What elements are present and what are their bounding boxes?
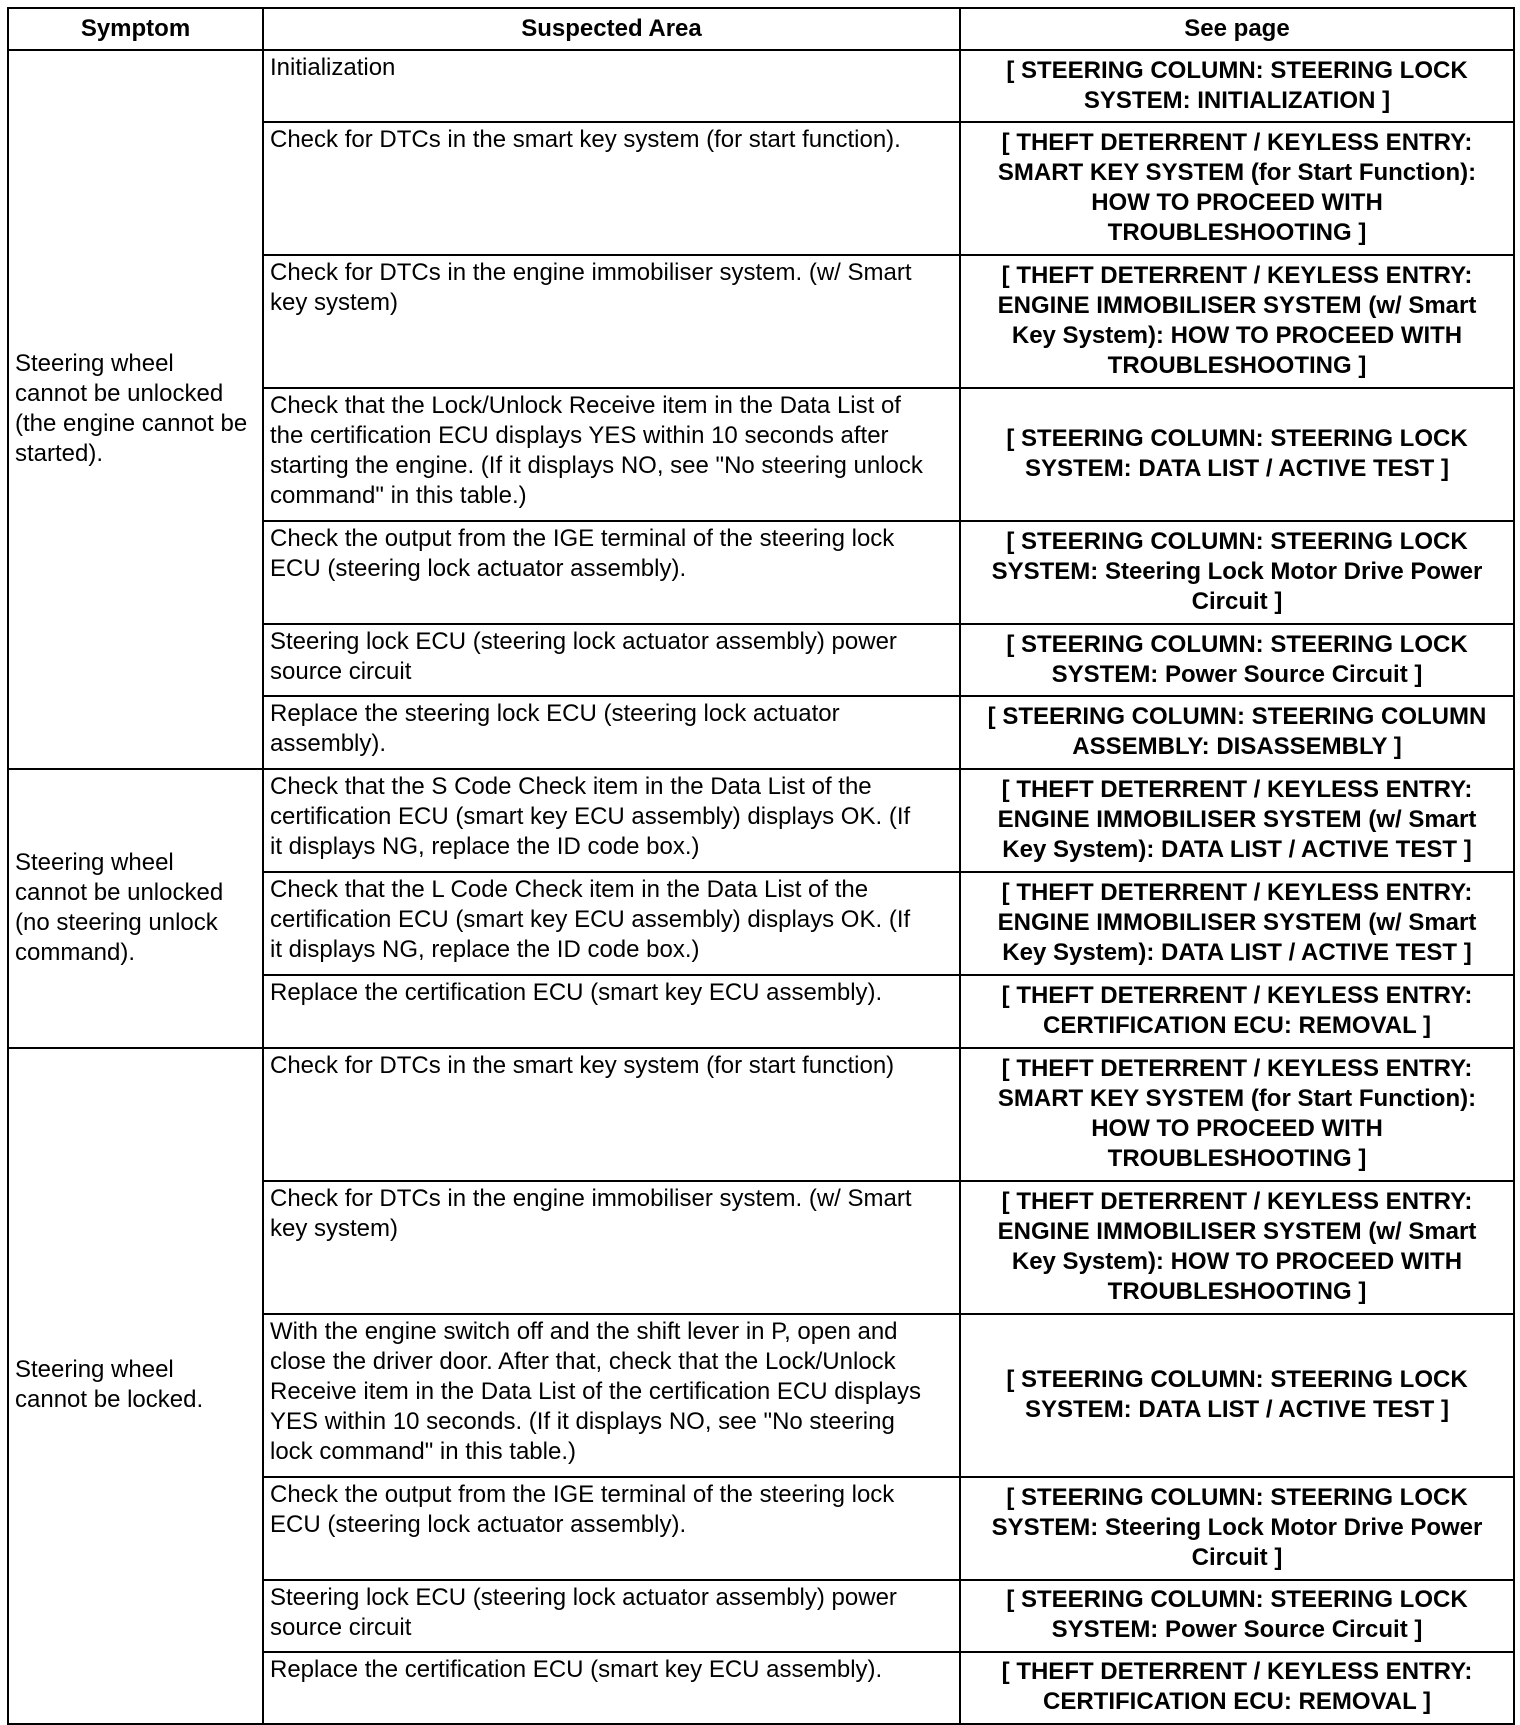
symptom-text: Steering wheel cannot be unlocked (the engine cannot be started). bbox=[15, 350, 248, 468]
see-page-link[interactable]: [ STEERING COLUMN: STEERING COLUMN ASSEMBLY: DISASSEMBLY ] bbox=[987, 703, 1487, 761]
suspected-area-text: Check that the L Code Check item in the Data List of the certification ECU (smart key ECU assembly) displays OK. (If it displays NG, replace the ID code box.) bbox=[270, 876, 911, 964]
see-page-link[interactable]: [ THEFT DETERRENT / KEYLESS ENTRY: SMART KEY SYSTEM (for Start Function): HOW TO PROCEED WITH TROUBLESHOOTING ] bbox=[997, 129, 1477, 247]
column-header-see-page: See page bbox=[960, 8, 1514, 50]
see-page-link[interactable]: [ STEERING COLUMN: STEERING LOCK SYSTEM: Power Source Circuit ] bbox=[1006, 1586, 1468, 1644]
suspected-area-text: Check for DTCs in the engine immobiliser system. (w/ Smart key system) bbox=[270, 259, 912, 317]
see-page-cell bbox=[960, 255, 1514, 388]
see-page-link[interactable]: [ STEERING COLUMN: STEERING LOCK SYSTEM: Steering Lock Motor Drive Power Circuit ] bbox=[991, 1483, 1483, 1571]
table-row bbox=[8, 1048, 1514, 1181]
suspected-area-cell bbox=[263, 872, 960, 975]
suspected-area-cell bbox=[263, 1652, 960, 1724]
see-page-link[interactable]: [ STEERING COLUMN: STEERING LOCK SYSTEM: Power Source Circuit ] bbox=[1006, 630, 1468, 688]
suspected-area-cell bbox=[263, 769, 960, 872]
see-page-cell bbox=[960, 1181, 1514, 1314]
suspected-area-text: With the engine switch off and the shift lever in P, open and close the driver door. After that, check that the Lock/Unlock Receive item in the Data List of the certification ECU displays YES within 10 seconds. (If it displays NO, see "No steering lock command" in this table.) bbox=[270, 1317, 921, 1465]
suspected-area-text: Check that the S Code Check item in the Data List of the certification ECU (smart key ECU assembly) displays OK. (If it displays NG, replace the ID code box.) bbox=[270, 773, 911, 861]
see-page-cell bbox=[960, 975, 1514, 1047]
see-page-cell bbox=[960, 769, 1514, 872]
suspected-area-text: Steering lock ECU (steering lock actuator assembly) power source circuit bbox=[270, 628, 897, 686]
suspected-area-cell bbox=[263, 1314, 960, 1477]
suspected-area-text: Check for DTCs in the smart key system (for start function) bbox=[270, 1051, 895, 1079]
troubleshooting-table bbox=[7, 7, 1515, 1725]
suspected-area-text: Steering lock ECU (steering lock actuator assembly) power source circuit bbox=[270, 1583, 897, 1641]
see-page-link[interactable]: [ STEERING COLUMN: STEERING LOCK SYSTEM: Steering Lock Motor Drive Power Circuit ] bbox=[991, 528, 1483, 616]
suspected-area-cell bbox=[263, 1048, 960, 1181]
see-page-link[interactable]: [ STEERING COLUMN: STEERING LOCK SYSTEM: INITIALIZATION ] bbox=[1006, 56, 1468, 114]
suspected-area-cell bbox=[263, 388, 960, 521]
see-page-link[interactable]: [ THEFT DETERRENT / KEYLESS ENTRY: SMART KEY SYSTEM (for Start Function): HOW TO PROCEED WITH TROUBLESHOOTING ] bbox=[997, 1054, 1477, 1172]
column-header-suspected-area: Suspected Area bbox=[263, 8, 960, 50]
suspected-area-cell bbox=[263, 1181, 960, 1314]
symptom-cell bbox=[8, 769, 263, 1047]
see-page-cell bbox=[960, 1314, 1514, 1477]
see-page-cell bbox=[960, 50, 1514, 122]
suspected-area-text: Check the output from the IGE terminal of the steering lock ECU (steering lock actuator assembly). bbox=[270, 1480, 895, 1538]
see-page-link[interactable]: [ THEFT DETERRENT / KEYLESS ENTRY: ENGINE IMMOBILISER SYSTEM (w/ Smart Key System): DATA LIST / ACTIVE TEST ] bbox=[997, 776, 1477, 864]
see-page-link[interactable]: [ THEFT DETERRENT / KEYLESS ENTRY: CERTIFICATION ECU: REMOVAL ] bbox=[1001, 1658, 1473, 1716]
see-page-link[interactable]: [ THEFT DETERRENT / KEYLESS ENTRY: ENGINE IMMOBILISER SYSTEM (w/ Smart Key System): HOW TO PROCEED WITH TROUBLESHOOTING ] bbox=[997, 1187, 1477, 1305]
column-header-symptom: Symptom bbox=[8, 8, 263, 50]
suspected-area-text: Check the output from the IGE terminal of the steering lock ECU (steering lock actuator assembly). bbox=[270, 525, 895, 583]
see-page-cell bbox=[960, 521, 1514, 624]
suspected-area-text: Replace the certification ECU (smart key ECU assembly). bbox=[270, 1655, 883, 1683]
suspected-area-cell bbox=[263, 975, 960, 1047]
suspected-area-cell bbox=[263, 1580, 960, 1652]
symptom-text: Steering wheel cannot be unlocked (no steering unlock command). bbox=[15, 848, 224, 966]
suspected-area-text: Check for DTCs in the smart key system (for start function). bbox=[270, 126, 901, 154]
suspected-area-text: Check for DTCs in the engine immobiliser system. (w/ Smart key system) bbox=[270, 1184, 912, 1242]
suspected-area-cell bbox=[263, 1477, 960, 1580]
suspected-area-cell bbox=[263, 50, 960, 122]
see-page-cell bbox=[960, 872, 1514, 975]
header-row bbox=[8, 8, 1514, 50]
suspected-area-text: Replace the certification ECU (smart key ECU assembly). bbox=[270, 979, 883, 1007]
see-page-cell bbox=[960, 122, 1514, 255]
see-page-link[interactable]: [ THEFT DETERRENT / KEYLESS ENTRY: ENGINE IMMOBILISER SYSTEM (w/ Smart Key System): HOW TO PROCEED WITH TROUBLESHOOTING ] bbox=[997, 262, 1477, 380]
suspected-area-text: Check that the Lock/Unlock Receive item in the Data List of the certification ECU displays YES within 10 seconds after starting the engine. (If it displays NO, see "No steering unlock command" in this table.) bbox=[270, 392, 923, 510]
symptom-cell bbox=[8, 1048, 263, 1725]
symptom-text: Steering wheel cannot be locked. bbox=[15, 1356, 204, 1414]
table-row bbox=[8, 769, 1514, 872]
see-page-link[interactable]: [ THEFT DETERRENT / KEYLESS ENTRY: ENGINE IMMOBILISER SYSTEM (w/ Smart Key System): DATA LIST / ACTIVE TEST ] bbox=[997, 879, 1477, 967]
suspected-area-cell bbox=[263, 624, 960, 696]
see-page-cell bbox=[960, 1048, 1514, 1181]
see-page-cell bbox=[960, 388, 1514, 521]
suspected-area-cell bbox=[263, 696, 960, 769]
suspected-area-cell bbox=[263, 255, 960, 388]
see-page-link[interactable]: [ THEFT DETERRENT / KEYLESS ENTRY: CERTIFICATION ECU: REMOVAL ] bbox=[1001, 981, 1473, 1039]
suspected-area-cell bbox=[263, 122, 960, 255]
see-page-cell bbox=[960, 1477, 1514, 1580]
suspected-area-cell bbox=[263, 521, 960, 624]
see-page-link[interactable]: [ STEERING COLUMN: STEERING LOCK SYSTEM: DATA LIST / ACTIVE TEST ] bbox=[1006, 425, 1468, 483]
suspected-area-text: Replace the steering lock ECU (steering lock actuator assembly). bbox=[270, 700, 840, 758]
see-page-link[interactable]: [ STEERING COLUMN: STEERING LOCK SYSTEM: DATA LIST / ACTIVE TEST ] bbox=[1006, 1365, 1468, 1423]
suspected-area-text: Initialization bbox=[270, 54, 396, 81]
see-page-cell bbox=[960, 1580, 1514, 1652]
symptom-cell bbox=[8, 50, 263, 769]
table-row bbox=[8, 50, 1514, 122]
see-page-cell bbox=[960, 696, 1514, 769]
see-page-cell bbox=[960, 624, 1514, 696]
see-page-cell bbox=[960, 1652, 1514, 1724]
